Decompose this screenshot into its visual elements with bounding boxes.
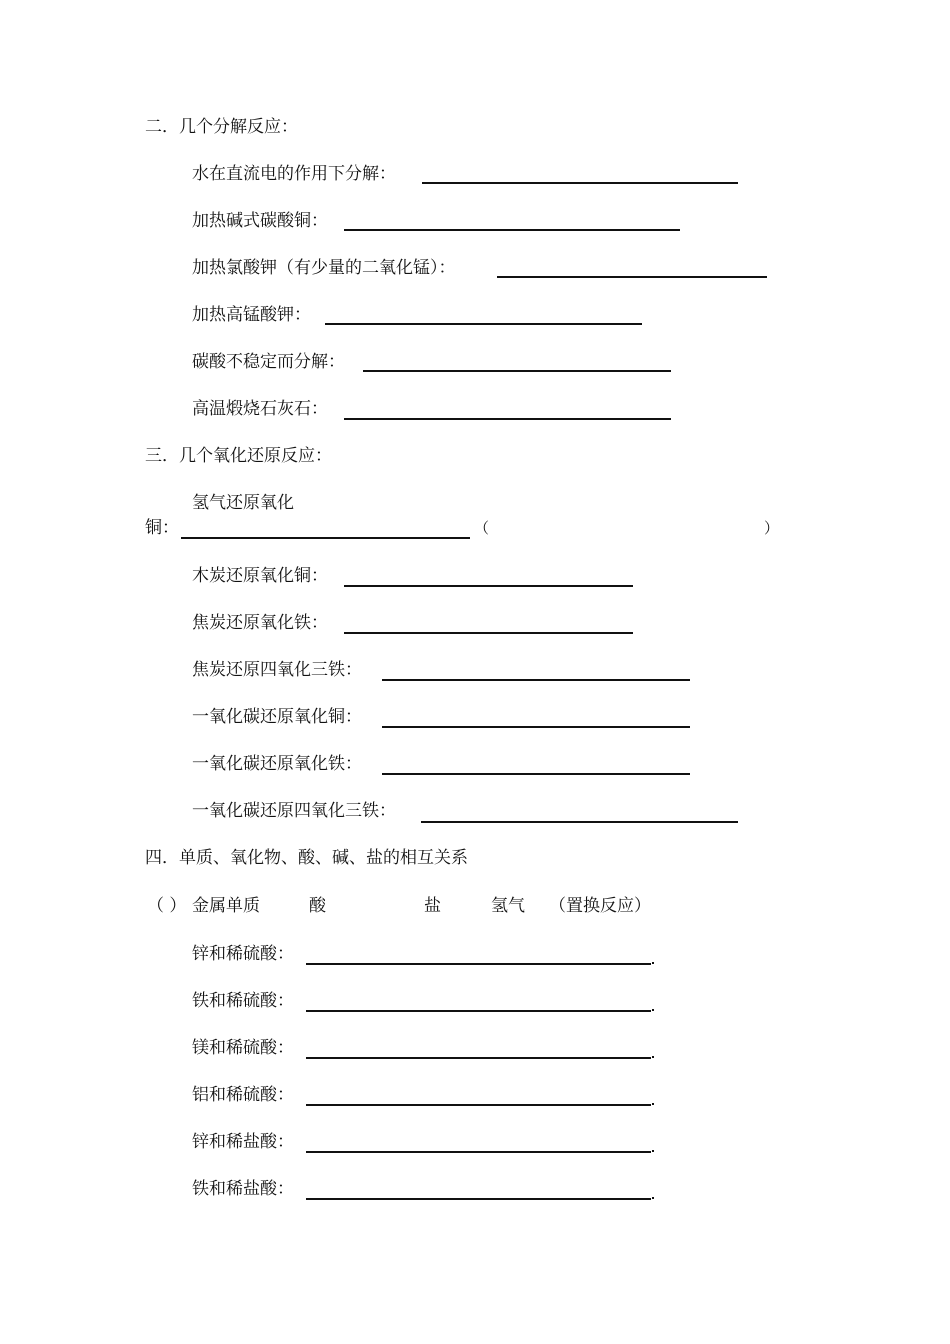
item-label: 加热氯酸钾（有少量的二氧化锰）： xyxy=(192,258,456,278)
period-mark xyxy=(652,962,654,964)
answer-blank[interactable] xyxy=(421,821,738,823)
item-label: 氢气还原氧化 xyxy=(192,493,294,513)
answer-blank[interactable] xyxy=(344,632,633,634)
item-label: 一氧化碳还原氧化铁： xyxy=(192,754,362,774)
answer-blank[interactable] xyxy=(422,182,738,184)
item-label: 镁和稀硫酸： xyxy=(192,1038,294,1058)
rule-type: （置换反应） xyxy=(549,896,651,916)
item-label: 铁和稀盐酸： xyxy=(192,1179,294,1199)
period-mark xyxy=(652,1150,654,1152)
item-label: 焦炭还原四氧化三铁： xyxy=(192,660,362,680)
item-label: 高温煅烧石灰石： xyxy=(192,399,328,419)
rule-metal: 金属单质 xyxy=(192,896,260,916)
answer-blank[interactable] xyxy=(306,1198,651,1200)
rule-paren[interactable]: （ ） xyxy=(147,896,187,916)
answer-blank[interactable] xyxy=(363,370,671,372)
answer-blank[interactable] xyxy=(181,537,470,539)
answer-blank[interactable] xyxy=(344,418,671,420)
item-label: 加热碱式碳酸铜： xyxy=(192,211,328,231)
item-label: 锌和稀硫酸： xyxy=(192,944,294,964)
answer-blank[interactable] xyxy=(382,726,690,728)
item-label: 铝和稀硫酸： xyxy=(192,1085,294,1105)
item-label: 锌和稀盐酸： xyxy=(192,1132,294,1152)
answer-blank[interactable] xyxy=(306,1010,651,1012)
period-mark xyxy=(652,1056,654,1058)
item-label: 焦炭还原氧化铁： xyxy=(192,613,328,633)
item-label: 一氧化碳还原氧化铜： xyxy=(192,707,362,727)
answer-blank[interactable] xyxy=(306,1104,651,1106)
rule-hydrogen: 氢气 xyxy=(491,896,525,916)
paren-close: ） xyxy=(764,519,780,537)
answer-blank[interactable] xyxy=(306,1057,651,1059)
paren-open: （ xyxy=(474,519,490,537)
item-label: 一氧化碳还原四氧化三铁： xyxy=(192,801,396,821)
answer-blank[interactable] xyxy=(497,276,767,278)
section-3-heading: 三．几个氧化还原反应： xyxy=(145,446,332,466)
rule-salt: 盐 xyxy=(424,896,441,916)
section-4-heading: 四．单质、氧化物、酸、碱、盐的相互关系 xyxy=(145,848,468,868)
item-label: 木炭还原氧化铜： xyxy=(192,566,328,586)
period-mark xyxy=(652,1009,654,1011)
item-label: 铁和稀硫酸： xyxy=(192,991,294,1011)
period-mark xyxy=(652,1103,654,1105)
rule-acid: 酸 xyxy=(309,896,326,916)
answer-blank[interactable] xyxy=(382,679,690,681)
item-label: 碳酸不稳定而分解： xyxy=(192,352,345,372)
item-label-continued: 铜： xyxy=(145,518,179,538)
period-mark xyxy=(652,1197,654,1199)
answer-blank[interactable] xyxy=(382,773,690,775)
answer-blank[interactable] xyxy=(306,963,651,965)
answer-blank[interactable] xyxy=(344,229,680,231)
answer-blank[interactable] xyxy=(344,585,633,587)
answer-blank[interactable] xyxy=(306,1151,651,1153)
section-2-heading: 二．几个分解反应： xyxy=(145,117,298,137)
answer-blank[interactable] xyxy=(325,323,642,325)
item-label: 加热高锰酸钾： xyxy=(192,305,311,325)
item-label: 水在直流电的作用下分解： xyxy=(192,164,396,184)
